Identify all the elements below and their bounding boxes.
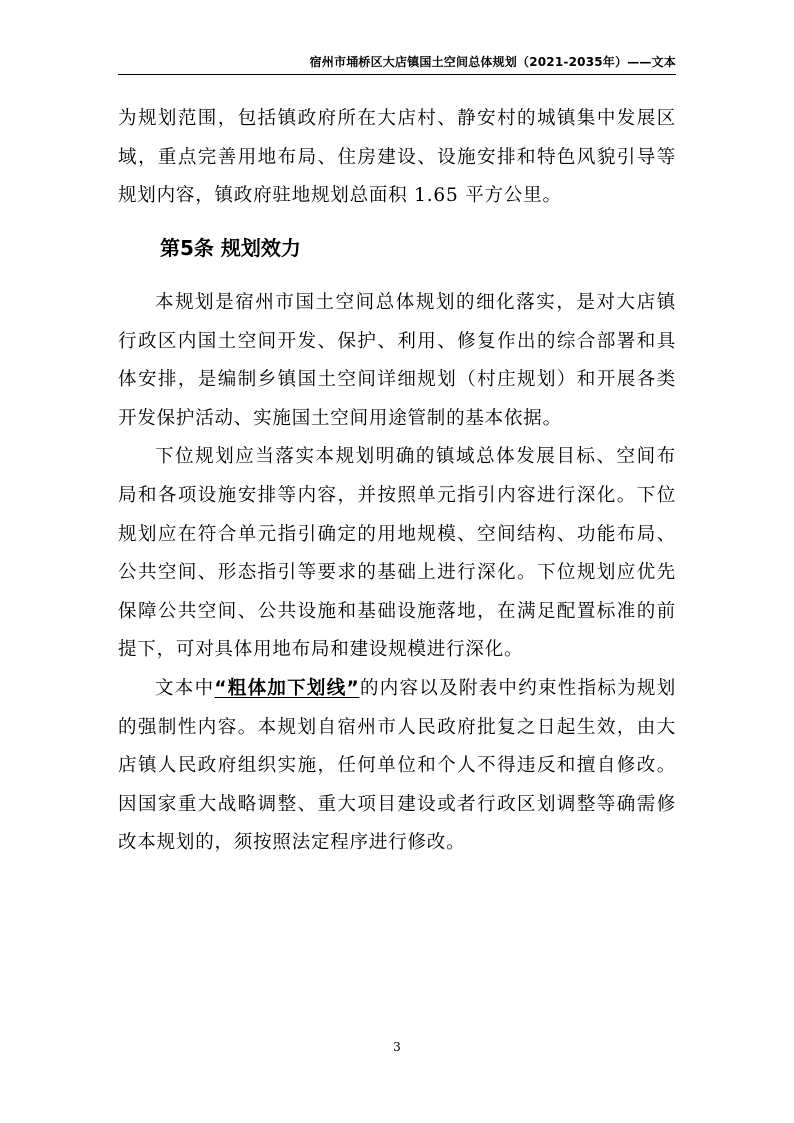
continuation-block: [118, 100, 676, 216]
page-header: [118, 54, 676, 75]
section-heading: 第5条 规划效力: [160, 236, 301, 260]
continuation-paragraph: 为规划范围，包括镇政府所在大店村、静安村的城镇集中发展区域，重点完善用地布局、住房建设、设施安排和特色风貌引导等规划内容，镇政府驻地规划总面积 1.65 平方公里。: [118, 108, 676, 207]
section-body: [118, 284, 676, 863]
paragraph-mandatory-content: [118, 670, 676, 863]
paragraph-mandatory-rest: 的内容以及附表中约束性指标为规划的强制性内容。本规划自宿州市人民政府批复之日起生效，由大店镇人民政府组织实施，任何单位和个人不得违反和擅自修改。因国家重大战略调整、重大项目建设或者行政区划调整等确需修改本规划的，须按照法定程序进行修改。: [118, 677, 677, 854]
header-title: 宿州市埇桥区大店镇国土空间总体规划（2021-2035年）——文本: [309, 55, 676, 69]
paragraph-mandatory-prefix: 文本中: [155, 677, 215, 699]
paragraph-subordinate-plans: 下位规划应当落实本规划明确的镇域总体发展目标、空间布局和各项设施安排等内容，并按照单元指引内容进行深化。下位规划应在符合单元指引确定的用地规模、空间结构、功能布局、公共空间、形态指引等要求的基础上进行深化。下位规划应优先保障公共空间、公共设施和基础设施落地，在满足配置标准的前提下，可对具体用地布局和建设规模进行深化。: [118, 446, 676, 661]
paragraph-planning-effect: 本规划是宿州市国土空间总体规划的细化落实，是对大店镇行政区内国土空间开发、保护、利用、修复作出的综合部署和具体安排，是编制乡镇国土空间详细规划（村庄规划）和开展各类开发保护活动、实施国土空间用途管制的基本依据。: [118, 292, 676, 429]
bold-underline-emphasis: “粗体加下划线”: [214, 677, 360, 699]
page-number: 3: [393, 1040, 401, 1054]
